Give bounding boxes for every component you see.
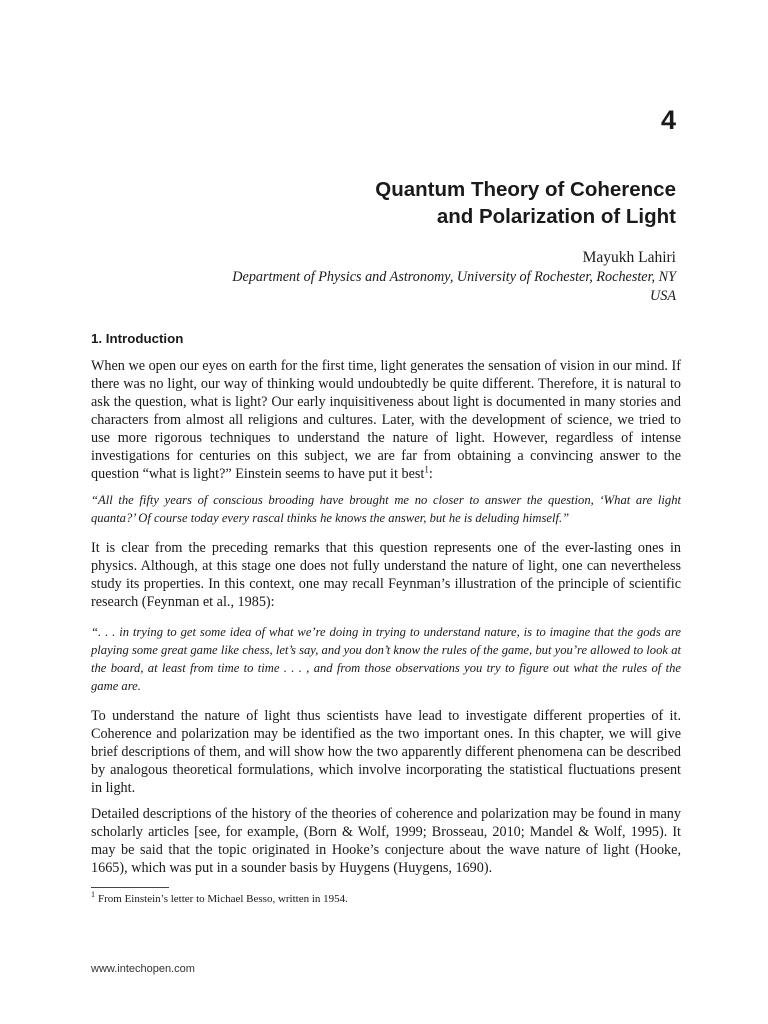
paragraph-intro-text: When we open our eyes on earth for the first time, light generates the sensation of vision in our mind. If there was no light, our way of thinking would undoubtedly be quite different. Therefore, it is natural to ask the question, what is light? Our early inquisitiveness about light is documented in many stories and characters from almost all religions and cultures. Later, with the development of science, we tried to use more rigorous techniques to understand the nature of light. However, regardless of intense investigations for centuries on this subject, we are far from obtaining a convincing answer to the question “what is light?” Einstein seems to have put it best xyxy=(91,358,681,482)
footnote-text: From Einstein’s letter to Michael Besso, written in 1954. xyxy=(98,893,348,905)
author-affiliation xyxy=(136,268,676,306)
paragraph-history: Detailed descriptions of the history of the theories of coherence and polarization may be found in many scholarly articles [see, for example, (Born & Wolf, 1999; Brosseau, 2010; Mandel & Wolf, 1995). It may be said that the topic originated in Hooke’s conjecture about the wave nature of light (Hooke, 1665), which was put in a sounder basis by Huygens (Huygens, 1690). xyxy=(91,806,681,876)
affiliation-line-1: Department of Physics and Astronomy, University of Rochester, Rochester, NY xyxy=(232,269,676,285)
quote-einstein: “All the fifty years of conscious brooding have brought me no closer to answer the question, ‘What are light quanta?’ Of course today every rascal thinks he knows the answer, but he is deluding himself.” xyxy=(91,493,681,525)
footnote-mark: 1 xyxy=(91,890,95,900)
paragraph-intro-end: : xyxy=(428,466,433,482)
quote-feynman: “. . . in trying to get some idea of what we’re doing in trying to understand nature, is to imagine that the gods are playing some great game like chess, let’s say, and you don’t know the rules of the game, but you’re allowed to look at the board, at least from time to time . . . , and from those observations you try to figure out what the rules of the game are. xyxy=(91,625,681,693)
author-name: Mayukh Lahiri xyxy=(582,249,676,266)
main-content xyxy=(91,329,681,906)
chapter-title-line-1: Quantum Theory of Coherence xyxy=(375,178,676,201)
paragraph-feynman-intro: It is clear from the preceding remarks that this question represents one of the ever-lasting ones in physics. Although, at this stage one does not fully understand the nature of light, one can nevertheless study its properties. In this context, one may recall Feynman’s illustration of the principle of scientific research (Feynman et al., 1985): xyxy=(91,540,681,610)
chapter-title xyxy=(375,176,676,230)
paragraph-properties: To understand the nature of light thus scientists have lead to investigate different properties of it. Coherence and polarization may be identified as the two important ones. In this chapter, we will give brief descriptions of them, and will show how the two apparently different phenomena can be described by analogous theoretical formulations, which involve incorporating the statistical fluctuations present in light. xyxy=(91,708,681,796)
footer-url-link[interactable]: www.intechopen.com xyxy=(91,963,195,975)
chapter-title-line-2: and Polarization of Light xyxy=(436,205,676,228)
affiliation-line-2: USA xyxy=(649,288,676,304)
section-heading: 1. Introduction xyxy=(91,331,184,346)
footnote xyxy=(91,892,681,906)
chapter-number: 4 xyxy=(660,105,676,135)
footnote-divider xyxy=(91,887,169,888)
footnote-reference[interactable]: 1 xyxy=(424,464,429,475)
paragraph-intro xyxy=(91,357,681,483)
